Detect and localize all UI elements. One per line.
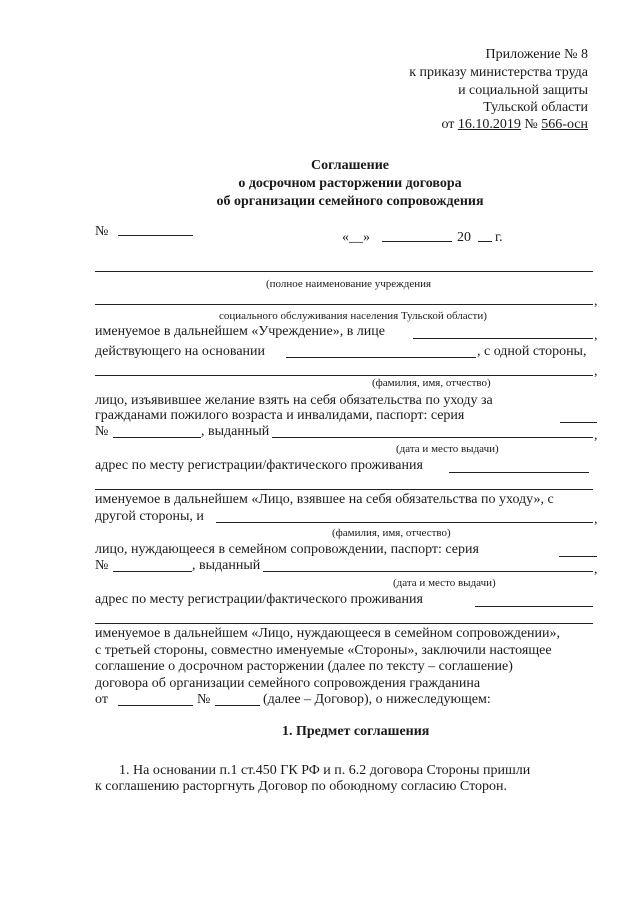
ward-passport-series-field[interactable] <box>559 556 597 557</box>
institution-name-caption: (полное наименование учреждения <box>266 278 432 290</box>
comma: , <box>594 328 598 343</box>
institution-name-field-2[interactable] <box>95 304 593 305</box>
body-line-16a: от <box>95 692 108 707</box>
appendix-line-3: и социальной защиты <box>458 83 588 98</box>
ward-address-field-2[interactable] <box>95 623 593 624</box>
appendix-num-prefix: № <box>520 117 542 132</box>
carer-passport-series-field[interactable] <box>560 422 597 423</box>
section-1-heading: 1. Предмет соглашения <box>282 724 430 739</box>
year-suffix: г. <box>495 230 503 245</box>
ward-fio-field[interactable] <box>216 522 593 523</box>
ward-fio-caption: (фамилия, имя, отчество) <box>332 527 451 539</box>
comma: , <box>594 294 598 309</box>
appendix-line-1: Приложение № 8 <box>485 47 588 62</box>
social-service-caption: социального обслуживания населения Тульской области) <box>219 310 487 322</box>
ward-issued-caption: (дата и место выдачи) <box>393 577 496 589</box>
body-line-9: лицо, нуждающееся в семейном сопровождении, паспорт: серия <box>95 542 479 557</box>
ward-passport-number-field[interactable] <box>113 571 192 572</box>
agreement-number-label: № <box>95 224 109 239</box>
body-line-5a: № <box>95 424 109 439</box>
institution-name-field[interactable] <box>95 271 593 272</box>
body-line-4: гражданами пожилого возраста и инвалидами, паспорт: серия <box>95 408 465 423</box>
title-line-2: о досрочном расторжении договора <box>238 176 462 191</box>
contract-date-field[interactable] <box>118 705 193 706</box>
body-line-2b: , с одной стороны, <box>477 344 587 359</box>
appendix-date: 16.10.2019 <box>457 117 521 132</box>
carer-issued-caption: (дата и место выдачи) <box>396 443 499 455</box>
appendix-order-ref <box>441 117 588 133</box>
carer-passport-issued-field[interactable] <box>272 437 593 438</box>
appendix-line-4: Тульской области <box>483 100 588 115</box>
comma: , <box>594 562 598 577</box>
appendix-line-2: к приказу министерства труда <box>409 65 588 80</box>
ward-passport-issued-field[interactable] <box>263 571 593 572</box>
body-line-2a: действующего на основании <box>95 344 266 359</box>
body-line-7: именуемое в дальнейшем «Лицо, взявшее на себя обязательства по уходу», с <box>95 492 554 507</box>
body-line-11: адрес по месту регистрации/фактического проживания <box>95 592 423 607</box>
body-line-8: другой стороны, и <box>95 509 204 524</box>
body-line-6: адрес по месту регистрации/фактического проживания <box>95 458 423 473</box>
comma: , <box>594 512 598 527</box>
body-line-1: именуемое в дальнейшем «Учреждение», в лице <box>95 324 385 339</box>
appendix-from-prefix: от <box>441 117 458 132</box>
appendix-number: 566-осн <box>541 117 588 132</box>
section-1-para-line-1: 1. На основании п.1 ст.450 ГК РФ и п. 6.2 договора Стороны пришли <box>119 763 531 778</box>
date-day-field[interactable]: «__» <box>342 230 370 245</box>
carer-address-field[interactable] <box>449 472 589 473</box>
title-line-1: Соглашение <box>311 158 389 173</box>
body-line-3: лицо, изъявившее желание взять на себя обязательства по уходу за <box>95 393 493 408</box>
body-line-5b: , выданный <box>201 424 270 439</box>
body-line-14: соглашение о досрочном расторжении (далее по тексту – соглашение) <box>95 659 513 674</box>
date-month-field[interactable] <box>382 241 452 242</box>
section-1-para-line-2: к соглашению расторгнуть Договор по обоюдному согласию Сторон. <box>95 779 508 794</box>
year-prefix: 20 <box>457 230 471 245</box>
agreement-number-field[interactable] <box>118 235 193 236</box>
comma: , <box>594 428 598 443</box>
carer-fio-field[interactable] <box>95 375 593 376</box>
representative-field[interactable] <box>413 338 593 339</box>
basis-field[interactable] <box>286 357 476 358</box>
year-field[interactable] <box>478 241 492 242</box>
body-line-16b: № <box>197 692 211 707</box>
body-line-15: договора об организации семейного сопровождения гражданина <box>95 676 481 691</box>
body-line-10b: , выданный <box>192 558 261 573</box>
title-line-3: об организации семейного сопровождения <box>216 194 484 209</box>
contract-number-field[interactable] <box>215 705 260 706</box>
body-line-13: с третьей стороны, совместно именуемые «Стороны», заключили настоящее <box>95 643 552 658</box>
body-line-16c: (далее – Договор), о нижеследующем: <box>263 692 491 707</box>
carer-fio-caption: (фамилия, имя, отчество) <box>372 377 491 389</box>
ward-address-field[interactable] <box>475 606 593 607</box>
comma: , <box>594 364 598 379</box>
body-line-10a: № <box>95 558 109 573</box>
carer-address-field-2[interactable] <box>95 489 593 490</box>
body-line-12: именуемое в дальнейшем «Лицо, нуждающееся в семейном сопровождении», <box>95 626 561 641</box>
carer-passport-number-field[interactable] <box>113 437 201 438</box>
